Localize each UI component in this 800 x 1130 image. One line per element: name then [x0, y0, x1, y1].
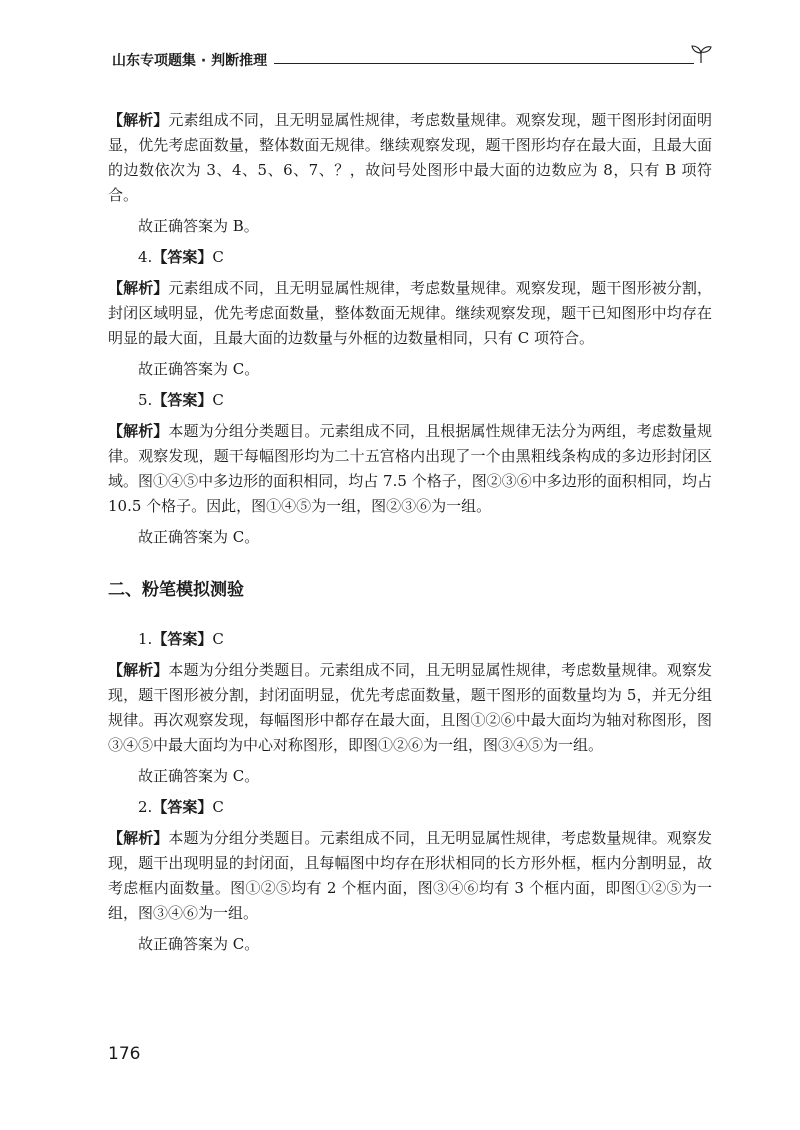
answer-tag: 【答案】 — [152, 630, 213, 648]
m2-analysis — [108, 826, 712, 926]
answer-value: C — [212, 391, 224, 409]
answer-tag: 【答案】 — [152, 248, 213, 266]
m1-answer — [108, 627, 712, 652]
m2-conclusion: 故正确答案为 C。 — [138, 935, 260, 953]
answer-value: C — [212, 798, 224, 816]
question-number: 2. — [138, 798, 153, 816]
analysis-text: 本题为分组分类题目。元素组成不同，且无明显属性规律，考虑数量规律。观察发现，题干出现明显的封闭面，且每幅图中均存在形状相同的长方形外框，框内分割明显，故考虑框内面数量。图①②⑤均有 2 个框内面，图③④⑥均有 3 个框内面，即图①②⑤为一组，图③④⑥为一组。 — [108, 829, 712, 922]
q4-conclusion: 故正确答案为 C。 — [138, 360, 260, 378]
section-title: 二、粉笔模拟测验 — [108, 580, 244, 600]
q5-conclusion: 故正确答案为 C。 — [138, 528, 260, 546]
analysis-text: 元素组成不同，且无明显属性规律，考虑数量规律。观察发现，题干图形封闭面明显，优先考虑面数量，整体数面无规律。继续观察发现，题干图形均存在最大面，且最大面的边数依次为 3、4、5、6、7、？，故问号处图形中最大面的边数应为 8，只有 B 项符合。 — [108, 111, 712, 204]
q5-analysis — [108, 419, 712, 519]
q5-answer — [108, 388, 712, 413]
question-number: 1. — [138, 630, 153, 648]
analysis-text: 元素组成不同，且无明显属性规律，考虑数量规律。观察发现，题干图形被分割，封闭区域明显，优先考虑面数量，整体数面无规律。继续观察发现，题干已知图形中均存在明显的最大面，且最大面的边数量与外框的边数量相同，只有 C 项符合。 — [108, 279, 712, 347]
m1-analysis — [108, 658, 712, 758]
sprout-icon — [690, 42, 712, 64]
running-header — [112, 50, 712, 72]
q3-conclusion: 故正确答案为 B。 — [138, 217, 259, 235]
answer-tag: 【答案】 — [152, 798, 213, 816]
analysis-text: 本题为分组分类题目。元素组成不同，且无明显属性规律，考虑数量规律。观察发现，题干图形被分割，封闭面明显，优先考虑面数量，题干图形的面数量均为 5，并无分组规律。再次观察发现，每幅图形中都存在最大面，且图①②⑥中最大面均为轴对称图形，图③④⑤中最大面均为中心对称图形，即图①②⑥为一组，图③④⑤为一组。 — [108, 661, 712, 754]
analysis-tag: 【解析】 — [108, 279, 169, 297]
q3-analysis — [108, 108, 712, 208]
m2-answer — [108, 795, 712, 820]
answer-tag: 【答案】 — [152, 391, 213, 409]
header-title: 山东专项题集 · 判断推理 — [112, 53, 268, 69]
analysis-tag: 【解析】 — [108, 829, 169, 847]
analysis-text: 本题为分组分类题目。元素组成不同，且根据属性规律无法分为两组，考虑数量规律。观察发现，题干每幅图形均为二十五宫格内出现了一个由黑粗线条构成的多边形封闭区域。图①④⑤中多边形的面积相同，均占 7.5 个格子，图②③⑥中多边形的面积相同，均占 10.5 个格子。因此，图①④⑤为一组，图②③⑥为一组。 — [108, 422, 712, 515]
page-number: 176 — [108, 1044, 141, 1064]
answer-value: C — [212, 248, 224, 266]
page-content — [108, 108, 712, 963]
answer-value: C — [212, 630, 224, 648]
question-number: 5. — [138, 391, 153, 409]
analysis-tag: 【解析】 — [108, 422, 169, 440]
question-number: 4. — [138, 248, 153, 266]
analysis-tag: 【解析】 — [108, 661, 169, 679]
q4-answer — [108, 245, 712, 270]
m1-conclusion: 故正确答案为 C。 — [138, 767, 260, 785]
header-rule — [274, 63, 694, 64]
analysis-tag: 【解析】 — [108, 111, 169, 129]
q4-analysis — [108, 276, 712, 351]
